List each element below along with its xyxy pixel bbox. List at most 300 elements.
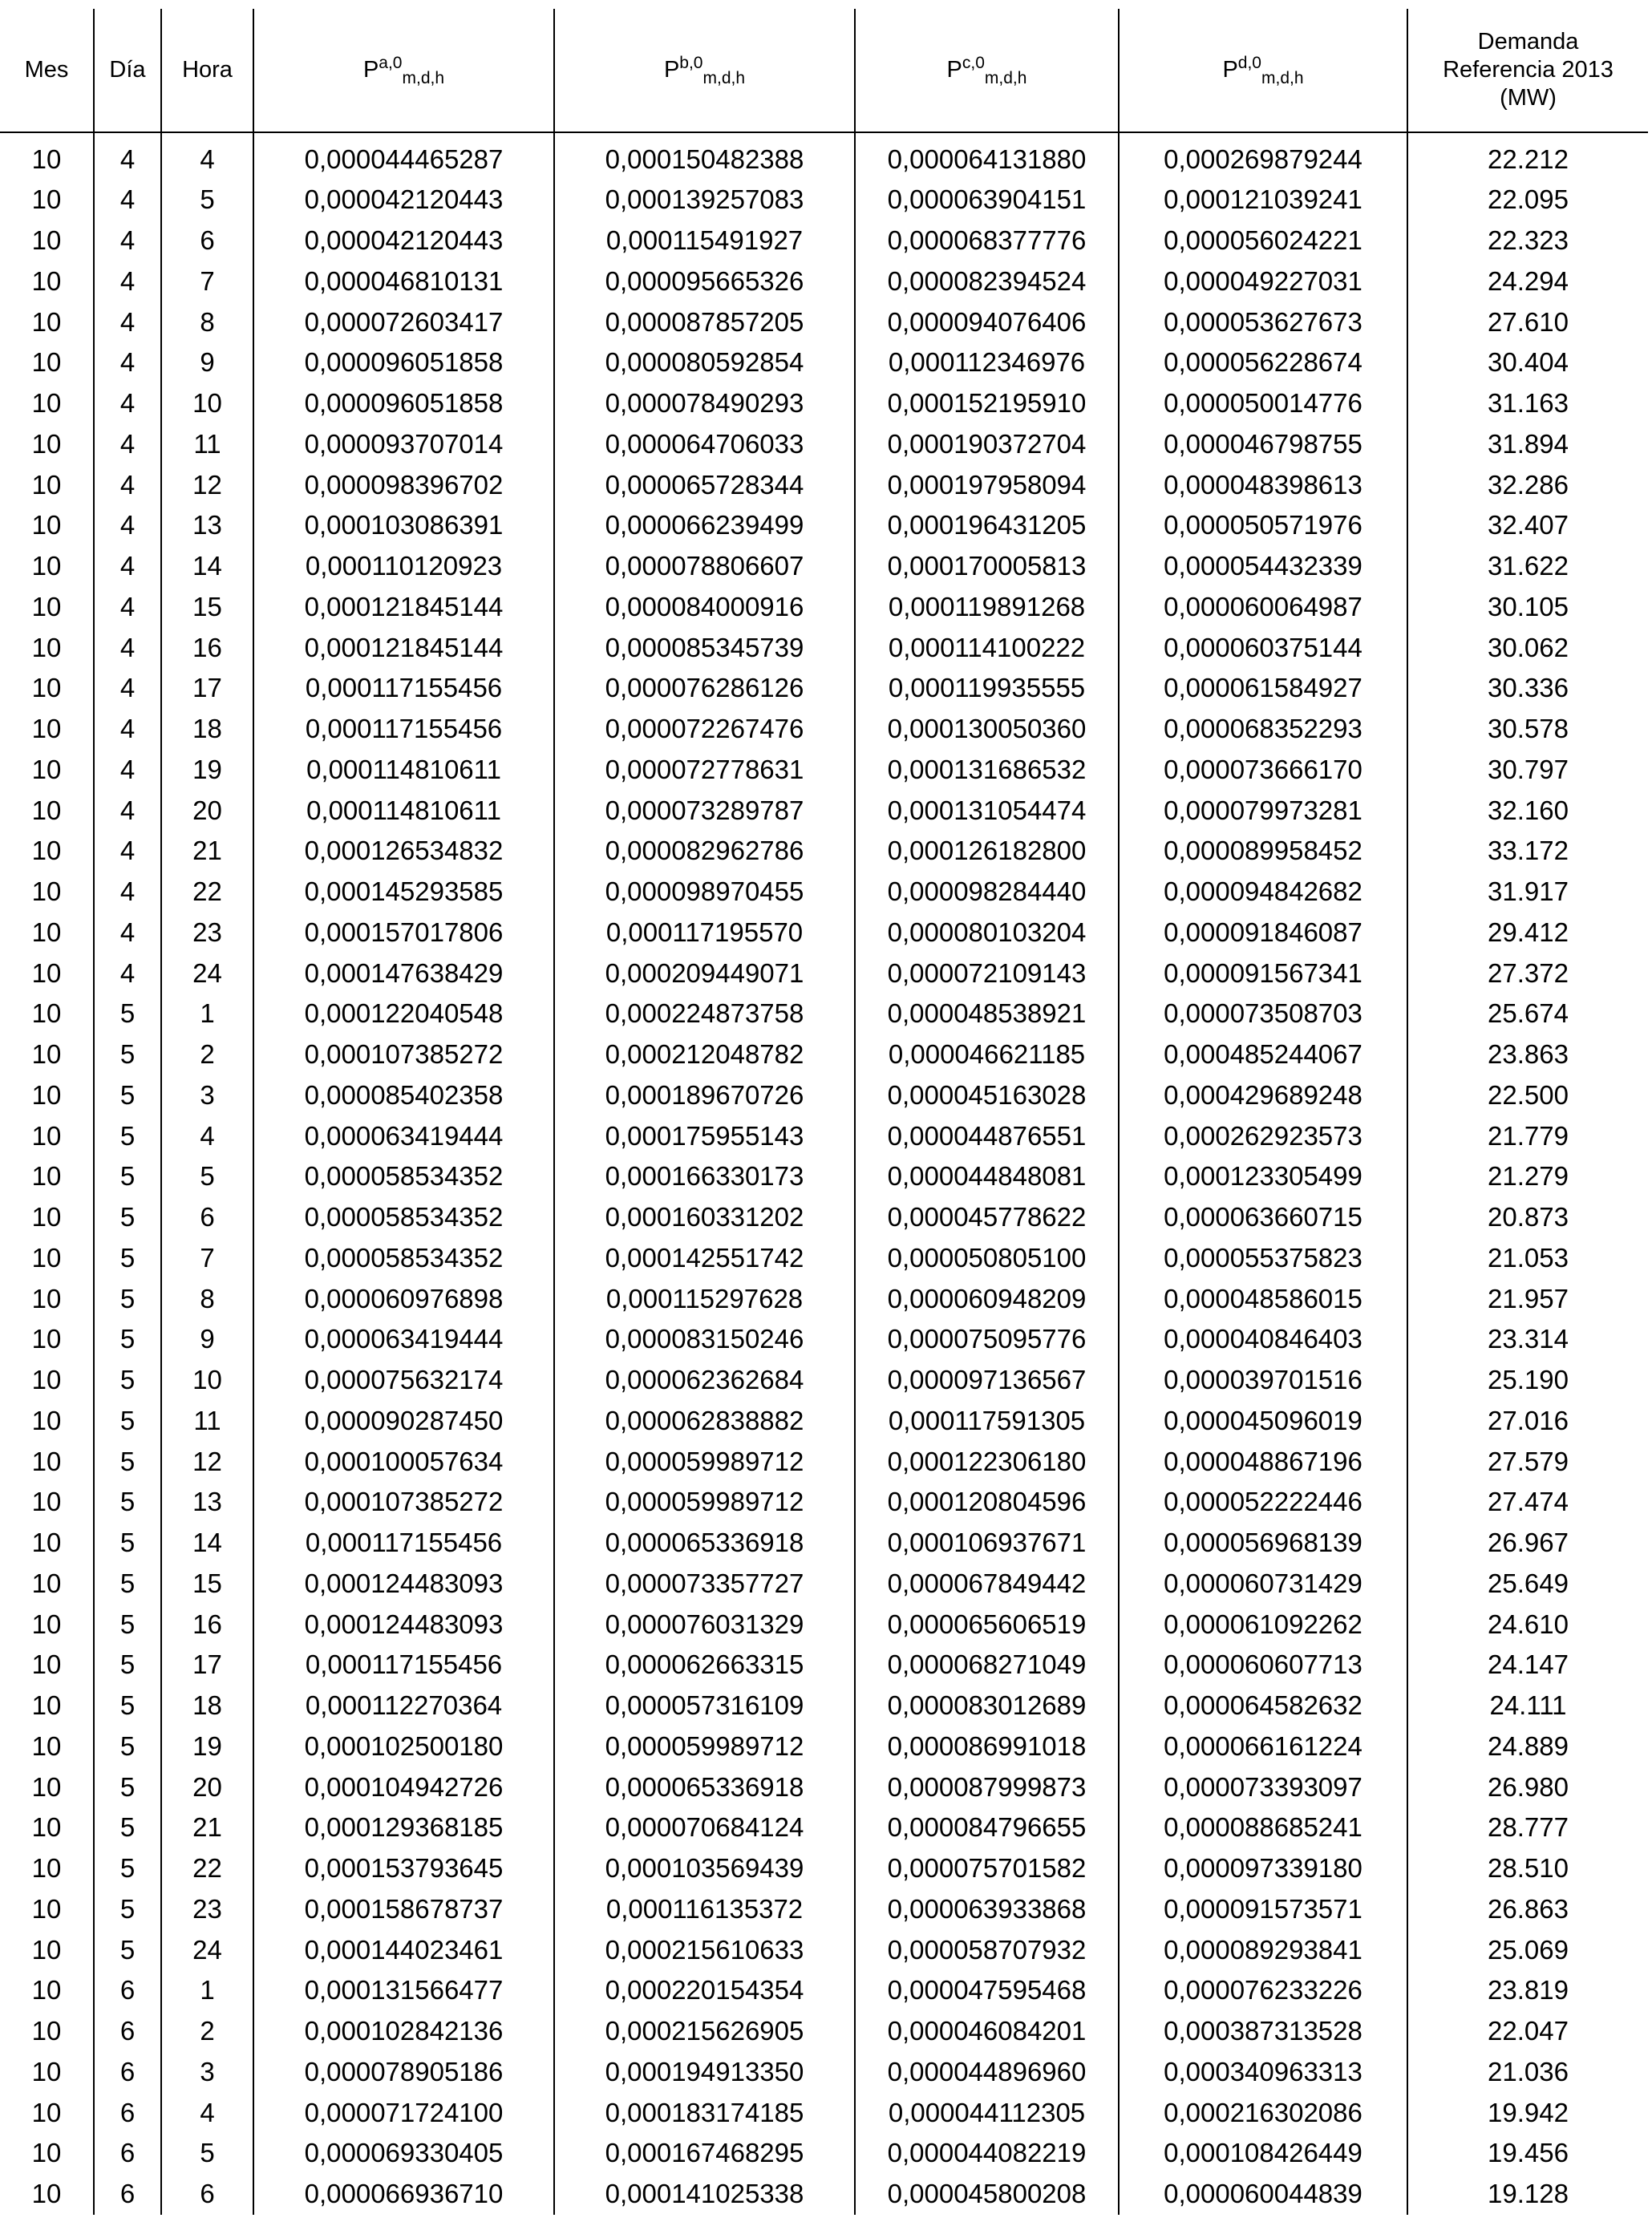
mes-cell: 10 <box>0 464 94 505</box>
p-b-cell: 0,000087857205 <box>554 302 855 342</box>
mes-cell: 10 <box>0 1686 94 1726</box>
table-row <box>0 221 1648 261</box>
demanda-cell: 24.294 <box>1407 261 1648 302</box>
p-c-cell: 0,000131054474 <box>855 790 1119 831</box>
p-a-cell: 0,000107385272 <box>253 1482 554 1523</box>
table-row <box>0 1604 1648 1645</box>
mes-cell: 10 <box>0 668 94 709</box>
mes-cell: 10 <box>0 1848 94 1889</box>
table-row <box>0 2092 1648 2133</box>
table-row <box>0 1360 1648 1401</box>
mes-cell: 10 <box>0 1401 94 1442</box>
p-c-cell: 0,000063904151 <box>855 180 1119 221</box>
table-row <box>0 464 1648 505</box>
p-a-cell: 0,000121845144 <box>253 627 554 668</box>
demanda-cell: 30.336 <box>1407 668 1648 709</box>
p-c-cell: 0,000122306180 <box>855 1441 1119 1482</box>
hora-cell: 17 <box>161 1645 253 1686</box>
p-d-cell: 0,000091567341 <box>1119 953 1407 994</box>
demanda-cell: 31.622 <box>1407 546 1648 587</box>
mes-cell: 10 <box>0 750 94 791</box>
p-b-cell: 0,000215626905 <box>554 2011 855 2052</box>
p-a-cell: 0,000153793645 <box>253 1848 554 1889</box>
p-b-cell: 0,000066239499 <box>554 505 855 546</box>
dia-cell: 5 <box>94 1360 161 1401</box>
p-b-cell: 0,000073357727 <box>554 1564 855 1605</box>
mes-cell: 10 <box>0 709 94 750</box>
demanda-cell: 21.957 <box>1407 1278 1648 1319</box>
p-c-cell: 0,000045163028 <box>855 1075 1119 1116</box>
table-body <box>0 132 1648 2215</box>
p-a-cell: 0,000058534352 <box>253 1238 554 1279</box>
p-b-cell: 0,000175955143 <box>554 1115 855 1156</box>
hora-cell: 17 <box>161 668 253 709</box>
table-row <box>0 1848 1648 1889</box>
p-d-cell: 0,000123305499 <box>1119 1156 1407 1197</box>
mes-cell: 10 <box>0 302 94 342</box>
p-c-cell: 0,000044112305 <box>855 2092 1119 2133</box>
p-d-cell: 0,000073508703 <box>1119 994 1407 1034</box>
table-row <box>0 750 1648 791</box>
p-c-cell: 0,000046084201 <box>855 2011 1119 2052</box>
dia-cell: 6 <box>94 2133 161 2174</box>
p-a-cell: 0,000124483093 <box>253 1564 554 1605</box>
table-row <box>0 180 1648 221</box>
dia-cell: 4 <box>94 872 161 913</box>
p-d-cell: 0,000060607713 <box>1119 1645 1407 1686</box>
demanda-cell: 27.372 <box>1407 953 1648 994</box>
dia-cell: 5 <box>94 1807 161 1848</box>
p-a-cell: 0,000117155456 <box>253 709 554 750</box>
p-b-cell: 0,000059989712 <box>554 1726 855 1767</box>
p-c-cell: 0,000063933868 <box>855 1889 1119 1930</box>
hora-cell: 5 <box>161 180 253 221</box>
demanda-cell: 30.404 <box>1407 342 1648 383</box>
hora-cell: 3 <box>161 2052 253 2093</box>
p-d-cell: 0,000048867196 <box>1119 1441 1407 1482</box>
p-a-cell: 0,000144023461 <box>253 1929 554 1970</box>
table-row <box>0 505 1648 546</box>
mes-cell: 10 <box>0 1604 94 1645</box>
p-b-cell: 0,000220154354 <box>554 1970 855 2011</box>
p-d-cell: 0,000060064987 <box>1119 587 1407 628</box>
p-d-cell: 0,000429689248 <box>1119 1075 1407 1116</box>
p-b-cell: 0,000166330173 <box>554 1156 855 1197</box>
p-c-cell: 0,000045778622 <box>855 1197 1119 1238</box>
p-b-cell: 0,000080592854 <box>554 342 855 383</box>
p-a-cell: 0,000078905186 <box>253 2052 554 2093</box>
p-b-cell: 0,000078490293 <box>554 383 855 424</box>
mes-cell: 10 <box>0 913 94 953</box>
p-d-cell: 0,000055375823 <box>1119 1238 1407 1279</box>
p-d-cell: 0,000091846087 <box>1119 913 1407 953</box>
dia-cell: 4 <box>94 180 161 221</box>
hora-cell: 2 <box>161 1034 253 1075</box>
demanda-cell: 31.163 <box>1407 383 1648 424</box>
demanda-cell: 32.286 <box>1407 464 1648 505</box>
mes-cell: 10 <box>0 505 94 546</box>
dia-cell: 6 <box>94 2092 161 2133</box>
p-c-cell: 0,000117591305 <box>855 1401 1119 1442</box>
table-row <box>0 2133 1648 2174</box>
hora-cell: 5 <box>161 1156 253 1197</box>
dia-cell: 6 <box>94 2011 161 2052</box>
p-a-cell: 0,000071724100 <box>253 2092 554 2133</box>
demanda-cell: 27.016 <box>1407 1401 1648 1442</box>
hora-cell: 7 <box>161 261 253 302</box>
p-b-cell: 0,000117195570 <box>554 913 855 953</box>
hora-cell: 13 <box>161 1482 253 1523</box>
p-c-cell: 0,000094076406 <box>855 302 1119 342</box>
p-c-cell: 0,000044896960 <box>855 2052 1119 2093</box>
p-b-cell: 0,000189670726 <box>554 1075 855 1116</box>
table-row <box>0 913 1648 953</box>
table-row <box>0 1482 1648 1523</box>
p-d-cell: 0,000340963313 <box>1119 2052 1407 2093</box>
p-d-cell: 0,000262923573 <box>1119 1115 1407 1156</box>
p-c-cell: 0,000046621185 <box>855 1034 1119 1075</box>
p-a-cell: 0,000102500180 <box>253 1726 554 1767</box>
p-a-cell: 0,000069330405 <box>253 2133 554 2174</box>
p-c-cell: 0,000058707932 <box>855 1929 1119 1970</box>
table-row <box>0 342 1648 383</box>
hora-cell: 9 <box>161 342 253 383</box>
p-b-cell: 0,000150482388 <box>554 132 855 180</box>
p-d-cell: 0,000091573571 <box>1119 1889 1407 1930</box>
p-d-cell: 0,000040846403 <box>1119 1319 1407 1360</box>
table-row <box>0 1889 1648 1930</box>
hora-cell: 6 <box>161 2174 253 2215</box>
p-c-cell: 0,000152195910 <box>855 383 1119 424</box>
demanda-cell: 31.917 <box>1407 872 1648 913</box>
p-b-cell: 0,000059989712 <box>554 1482 855 1523</box>
p-b-cell: 0,000116135372 <box>554 1889 855 1930</box>
p-a-cell: 0,000042120443 <box>253 180 554 221</box>
p-a-cell: 0,000103086391 <box>253 505 554 546</box>
p-c-cell: 0,000190372704 <box>855 424 1119 465</box>
p-c-cell: 0,000086991018 <box>855 1726 1119 1767</box>
p-c-cell: 0,000131686532 <box>855 750 1119 791</box>
header-p-c-sub: m,d,h <box>984 69 1027 87</box>
p-c-cell: 0,000083012689 <box>855 1686 1119 1726</box>
table-row <box>0 2011 1648 2052</box>
p-a-cell: 0,000096051858 <box>253 342 554 383</box>
mes-cell: 10 <box>0 180 94 221</box>
demanda-cell: 26.980 <box>1407 1767 1648 1807</box>
p-c-cell: 0,000045800208 <box>855 2174 1119 2215</box>
dia-cell: 4 <box>94 790 161 831</box>
header-p-c-sup: c,0 <box>962 54 985 72</box>
mes-cell: 10 <box>0 1360 94 1401</box>
table-row <box>0 709 1648 750</box>
dia-cell: 5 <box>94 1401 161 1442</box>
p-c-cell: 0,000170005813 <box>855 546 1119 587</box>
demanda-cell: 21.779 <box>1407 1115 1648 1156</box>
demanda-cell: 24.889 <box>1407 1726 1648 1767</box>
mes-cell: 10 <box>0 383 94 424</box>
p-c-cell: 0,000067849442 <box>855 1564 1119 1605</box>
p-a-cell: 0,000157017806 <box>253 913 554 953</box>
header-p-b-sub: m,d,h <box>703 69 746 87</box>
p-a-cell: 0,000124483093 <box>253 1604 554 1645</box>
p-c-cell: 0,000068271049 <box>855 1645 1119 1686</box>
hora-cell: 10 <box>161 383 253 424</box>
dia-cell: 4 <box>94 302 161 342</box>
demanda-cell: 22.095 <box>1407 180 1648 221</box>
dia-cell: 4 <box>94 587 161 628</box>
table-row <box>0 1686 1648 1726</box>
p-d-cell: 0,000050571976 <box>1119 505 1407 546</box>
p-b-cell: 0,000073289787 <box>554 790 855 831</box>
p-c-cell: 0,000106937671 <box>855 1523 1119 1564</box>
table-row <box>0 1156 1648 1197</box>
p-d-cell: 0,000073393097 <box>1119 1767 1407 1807</box>
table-row <box>0 1726 1648 1767</box>
table-row <box>0 1645 1648 1686</box>
p-a-cell: 0,000117155456 <box>253 668 554 709</box>
p-c-cell: 0,000064131880 <box>855 132 1119 180</box>
p-b-cell: 0,000215610633 <box>554 1929 855 1970</box>
p-c-cell: 0,000197958094 <box>855 464 1119 505</box>
p-b-cell: 0,000115491927 <box>554 221 855 261</box>
mes-cell: 10 <box>0 1075 94 1116</box>
p-c-cell: 0,000082394524 <box>855 261 1119 302</box>
table-row <box>0 831 1648 872</box>
dia-cell: 5 <box>94 1686 161 1726</box>
header-dia: Día <box>94 9 161 132</box>
p-a-cell: 0,000058534352 <box>253 1197 554 1238</box>
hora-cell: 19 <box>161 1726 253 1767</box>
p-c-cell: 0,000080103204 <box>855 913 1119 953</box>
hora-cell: 22 <box>161 872 253 913</box>
demanda-cell: 19.942 <box>1407 2092 1648 2133</box>
p-a-cell: 0,000131566477 <box>253 1970 554 2011</box>
p-d-cell: 0,000079973281 <box>1119 790 1407 831</box>
p-b-cell: 0,000059989712 <box>554 1441 855 1482</box>
mes-cell: 10 <box>0 132 94 180</box>
p-d-cell: 0,000045096019 <box>1119 1401 1407 1442</box>
mes-cell: 10 <box>0 1278 94 1319</box>
header-row <box>0 9 1648 132</box>
mes-cell: 10 <box>0 1197 94 1238</box>
p-d-cell: 0,000387313528 <box>1119 2011 1407 2052</box>
p-c-cell: 0,000112346976 <box>855 342 1119 383</box>
demanda-cell: 21.053 <box>1407 1238 1648 1279</box>
dia-cell: 4 <box>94 913 161 953</box>
dia-cell: 5 <box>94 1238 161 1279</box>
p-a-cell: 0,000066936710 <box>253 2174 554 2215</box>
dia-cell: 5 <box>94 1156 161 1197</box>
p-a-cell: 0,000042120443 <box>253 221 554 261</box>
p-d-cell: 0,000039701516 <box>1119 1360 1407 1401</box>
p-b-cell: 0,000095665326 <box>554 261 855 302</box>
table-row <box>0 790 1648 831</box>
demanda-cell: 26.967 <box>1407 1523 1648 1564</box>
p-b-cell: 0,000072267476 <box>554 709 855 750</box>
mes-cell: 10 <box>0 587 94 628</box>
hora-cell: 14 <box>161 546 253 587</box>
p-a-cell: 0,000063419444 <box>253 1115 554 1156</box>
mes-cell: 10 <box>0 342 94 383</box>
p-d-cell: 0,000121039241 <box>1119 180 1407 221</box>
p-a-cell: 0,000058534352 <box>253 1156 554 1197</box>
header-p-d <box>1119 9 1407 132</box>
table-row <box>0 1238 1648 1279</box>
demanda-cell: 25.190 <box>1407 1360 1648 1401</box>
mes-cell: 10 <box>0 1238 94 1279</box>
dia-cell: 4 <box>94 424 161 465</box>
demanda-cell: 30.797 <box>1407 750 1648 791</box>
header-p-a-base: P <box>362 57 379 83</box>
mes-cell: 10 <box>0 1441 94 1482</box>
mes-cell: 10 <box>0 994 94 1034</box>
mes-cell: 10 <box>0 790 94 831</box>
p-a-cell: 0,000122040548 <box>253 994 554 1034</box>
p-b-cell: 0,000139257083 <box>554 180 855 221</box>
p-d-cell: 0,000050014776 <box>1119 383 1407 424</box>
p-a-cell: 0,000100057634 <box>253 1441 554 1482</box>
p-d-cell: 0,000088685241 <box>1119 1807 1407 1848</box>
p-a-cell: 0,000093707014 <box>253 424 554 465</box>
p-d-cell: 0,000060731429 <box>1119 1564 1407 1605</box>
demanda-cell: 22.047 <box>1407 2011 1648 2052</box>
table-row <box>0 1767 1648 1807</box>
mes-cell: 10 <box>0 1645 94 1686</box>
hora-cell: 1 <box>161 994 253 1034</box>
demanda-cell: 23.314 <box>1407 1319 1648 1360</box>
table-row <box>0 1523 1648 1564</box>
p-c-cell: 0,000044876551 <box>855 1115 1119 1156</box>
hora-cell: 23 <box>161 913 253 953</box>
table-row <box>0 261 1648 302</box>
p-c-cell: 0,000050805100 <box>855 1238 1119 1279</box>
p-a-cell: 0,000117155456 <box>253 1645 554 1686</box>
p-a-cell: 0,000121845144 <box>253 587 554 628</box>
p-c-cell: 0,000044848081 <box>855 1156 1119 1197</box>
header-p-b-sup: b,0 <box>679 54 703 72</box>
header-demanda-line-2: Referencia 2013 <box>1443 57 1614 83</box>
demanda-cell: 24.610 <box>1407 1604 1648 1645</box>
hora-cell: 22 <box>161 1848 253 1889</box>
hora-cell: 4 <box>161 2092 253 2133</box>
p-b-cell: 0,000142551742 <box>554 1238 855 1279</box>
hora-cell: 12 <box>161 1441 253 1482</box>
p-c-cell: 0,000196431205 <box>855 505 1119 546</box>
p-d-cell: 0,000046798755 <box>1119 424 1407 465</box>
p-c-cell: 0,000047595468 <box>855 1970 1119 2011</box>
hora-cell: 8 <box>161 1278 253 1319</box>
hora-cell: 10 <box>161 1360 253 1401</box>
demanda-cell: 30.062 <box>1407 627 1648 668</box>
p-a-cell: 0,000060976898 <box>253 1278 554 1319</box>
p-a-cell: 0,000044465287 <box>253 132 554 180</box>
header-p-c <box>855 9 1119 132</box>
dia-cell: 4 <box>94 261 161 302</box>
dia-cell: 6 <box>94 2174 161 2215</box>
table-row <box>0 627 1648 668</box>
demanda-cell: 23.819 <box>1407 1970 1648 2011</box>
table-row <box>0 424 1648 465</box>
p-c-cell: 0,000120804596 <box>855 1482 1119 1523</box>
p-b-cell: 0,000209449071 <box>554 953 855 994</box>
demanda-cell: 32.160 <box>1407 790 1648 831</box>
header-p-d-base: P <box>1222 57 1238 83</box>
mes-cell: 10 <box>0 1807 94 1848</box>
header-mes: Mes <box>0 9 94 132</box>
p-a-cell: 0,000145293585 <box>253 872 554 913</box>
p-c-cell: 0,000068377776 <box>855 221 1119 261</box>
hora-cell: 12 <box>161 464 253 505</box>
hora-cell: 11 <box>161 1401 253 1442</box>
p-c-cell: 0,000130050360 <box>855 709 1119 750</box>
hora-cell: 8 <box>161 302 253 342</box>
header-demanda <box>1407 9 1648 132</box>
p-b-cell: 0,000160331202 <box>554 1197 855 1238</box>
p-d-cell: 0,000053627673 <box>1119 302 1407 342</box>
dia-cell: 5 <box>94 1075 161 1116</box>
p-a-cell: 0,000063419444 <box>253 1319 554 1360</box>
demanda-cell: 22.323 <box>1407 221 1648 261</box>
p-c-cell: 0,000065606519 <box>855 1604 1119 1645</box>
hora-cell: 23 <box>161 1889 253 1930</box>
hora-cell: 24 <box>161 953 253 994</box>
p-b-cell: 0,000072778631 <box>554 750 855 791</box>
mes-cell: 10 <box>0 1482 94 1523</box>
p-d-cell: 0,000269879244 <box>1119 132 1407 180</box>
table-row <box>0 302 1648 342</box>
demanda-cell: 27.474 <box>1407 1482 1648 1523</box>
p-d-cell: 0,000089293841 <box>1119 1929 1407 1970</box>
p-d-cell: 0,000068352293 <box>1119 709 1407 750</box>
p-d-cell: 0,000108426449 <box>1119 2133 1407 2174</box>
demanda-cell: 25.674 <box>1407 994 1648 1034</box>
p-d-cell: 0,000061584927 <box>1119 668 1407 709</box>
p-b-cell: 0,000212048782 <box>554 1034 855 1075</box>
p-d-cell: 0,000060044839 <box>1119 2174 1407 2215</box>
p-d-cell: 0,000089958452 <box>1119 831 1407 872</box>
demanda-cell: 30.578 <box>1407 709 1648 750</box>
demanda-cell: 30.105 <box>1407 587 1648 628</box>
header-p-b-base: P <box>663 57 680 83</box>
mes-cell: 10 <box>0 1929 94 1970</box>
table-row <box>0 546 1648 587</box>
demanda-cell: 25.649 <box>1407 1564 1648 1605</box>
demanda-cell: 24.147 <box>1407 1645 1648 1686</box>
hora-cell: 18 <box>161 1686 253 1726</box>
demanda-cell: 24.111 <box>1407 1686 1648 1726</box>
p-b-cell: 0,000115297628 <box>554 1278 855 1319</box>
mes-cell: 10 <box>0 831 94 872</box>
dia-cell: 5 <box>94 1848 161 1889</box>
hora-cell: 1 <box>161 1970 253 2011</box>
p-c-cell: 0,000075701582 <box>855 1848 1119 1889</box>
p-b-cell: 0,000085345739 <box>554 627 855 668</box>
dia-cell: 4 <box>94 709 161 750</box>
mes-cell: 10 <box>0 1115 94 1156</box>
p-c-cell: 0,000072109143 <box>855 953 1119 994</box>
dia-cell: 4 <box>94 505 161 546</box>
p-b-cell: 0,000084000916 <box>554 587 855 628</box>
mes-cell: 10 <box>0 424 94 465</box>
p-d-cell: 0,000216302086 <box>1119 2092 1407 2133</box>
mes-cell: 10 <box>0 2174 94 2215</box>
table-row <box>0 587 1648 628</box>
hora-cell: 14 <box>161 1523 253 1564</box>
p-b-cell: 0,000076031329 <box>554 1604 855 1645</box>
dia-cell: 5 <box>94 1889 161 1930</box>
demanda-cell: 32.407 <box>1407 505 1648 546</box>
header-hora: Hora <box>161 9 253 132</box>
